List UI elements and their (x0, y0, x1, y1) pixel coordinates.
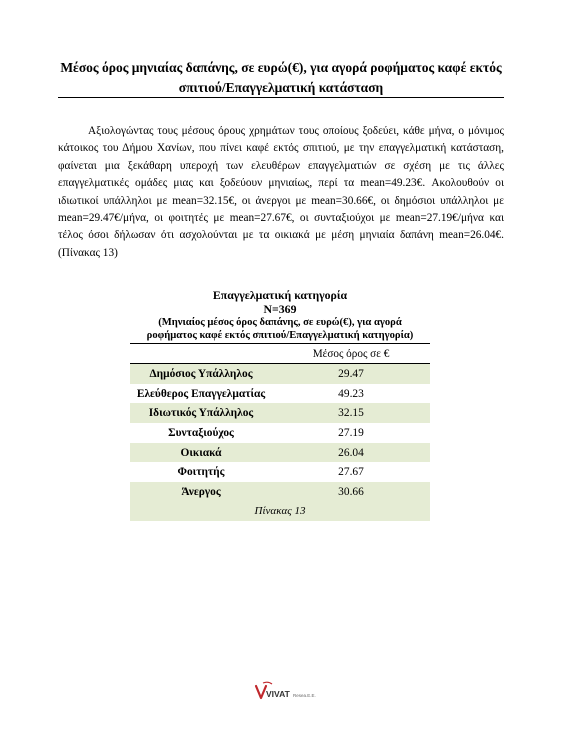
row-value: 26.04 (338, 446, 364, 459)
row-label: Άνεργος (181, 485, 221, 498)
title-divider (58, 97, 504, 98)
table-header-row (130, 343, 430, 364)
table-row (130, 403, 430, 423)
row-value: 30.66 (338, 485, 364, 498)
table-row (130, 364, 430, 384)
row-label: Οικιακά (180, 446, 222, 459)
table-footer: Πίνακας 13 (130, 502, 430, 521)
row-label: Συνταξιούχος (168, 426, 234, 439)
table-caption-title: Επαγγελματική κατηγορία (212, 288, 348, 302)
table-caption-n: N=369 (263, 302, 297, 316)
row-label: Δημόσιος Υπάλληλος (149, 367, 253, 380)
document-title: Μέσος όρος μηνιαίας δαπάνης, σε ευρώ(€), για αγορά ροφήματος καφέ εκτός σπιτιού/Επαγγελματική κατάσταση (60, 60, 502, 95)
table-caption-desc-2: ροφήματος καφέ εκτός σπιτιού/Επαγγελματική κατηγορία) (146, 330, 414, 341)
table-body (130, 343, 430, 521)
svg-text:VIVAT: VIVAT (266, 689, 290, 699)
table-caption-desc-1: (Μηνιαίος μέσος όρος δαπάνης, σε ευρώ(€), για αγορά (158, 317, 402, 328)
table-row (130, 462, 430, 482)
vivat-logo (250, 678, 320, 704)
row-value: 27.19 (338, 426, 364, 439)
row-value: 27.67 (338, 466, 364, 479)
row-value: 32.15 (338, 407, 364, 420)
table-13 (130, 288, 430, 521)
row-label: Ελεύθερος Επαγγελματίας (136, 387, 266, 400)
row-value: 49.23 (338, 387, 364, 400)
svg-text:Resea.E.E.: Resea.E.E. (293, 693, 316, 698)
vivat-logo-icon (250, 678, 320, 704)
row-label: Ιδιωτικός Υπάλληλος (148, 407, 254, 420)
table-row (130, 482, 430, 502)
column-header: Μέσος όρος σε € (312, 347, 390, 360)
table-row (130, 423, 430, 443)
row-value: 29.47 (338, 367, 364, 380)
table-row (130, 384, 430, 404)
body-paragraph: Αξιολογώντας τους μέσους όρους χρημάτων τους οποίους ξοδεύει, κάθε μήνα, ο μόνιμος κάτοικος του Δήμου Χανίων, που πίνει καφέ εκτός σπιτιού, με την επαγγελματική κατάσταση, φαίνεται μια ξεκάθαρη υπεροχή των ελευθέρων επαγγελματιών σε σχέση με τις άλλες επαγγελματικές ομάδες μιας και ξοδεύουν μηνιαίως, περί τα mean=49.23€. Ακολουθούν οι ιδιωτικοί υπάλληλοι με mean=32.15€, οι άνεργοι με mean=30.66€, οι δημόσιοι υπάλληλοι με mean=29.47€/μήνα, οι φοιτητές με mean=27.67€, οι συνταξιούχοι με mean=27.19€/μήνα και τέλος όσοι δήλωσαν ότι ασχολούνται με τα οικιακά με μέση μηνιαία δαπάνη mean=26.04€. (Πίνακας 13) (58, 125, 504, 259)
row-label: Φοιτητής (177, 466, 225, 479)
table-row (130, 443, 430, 463)
